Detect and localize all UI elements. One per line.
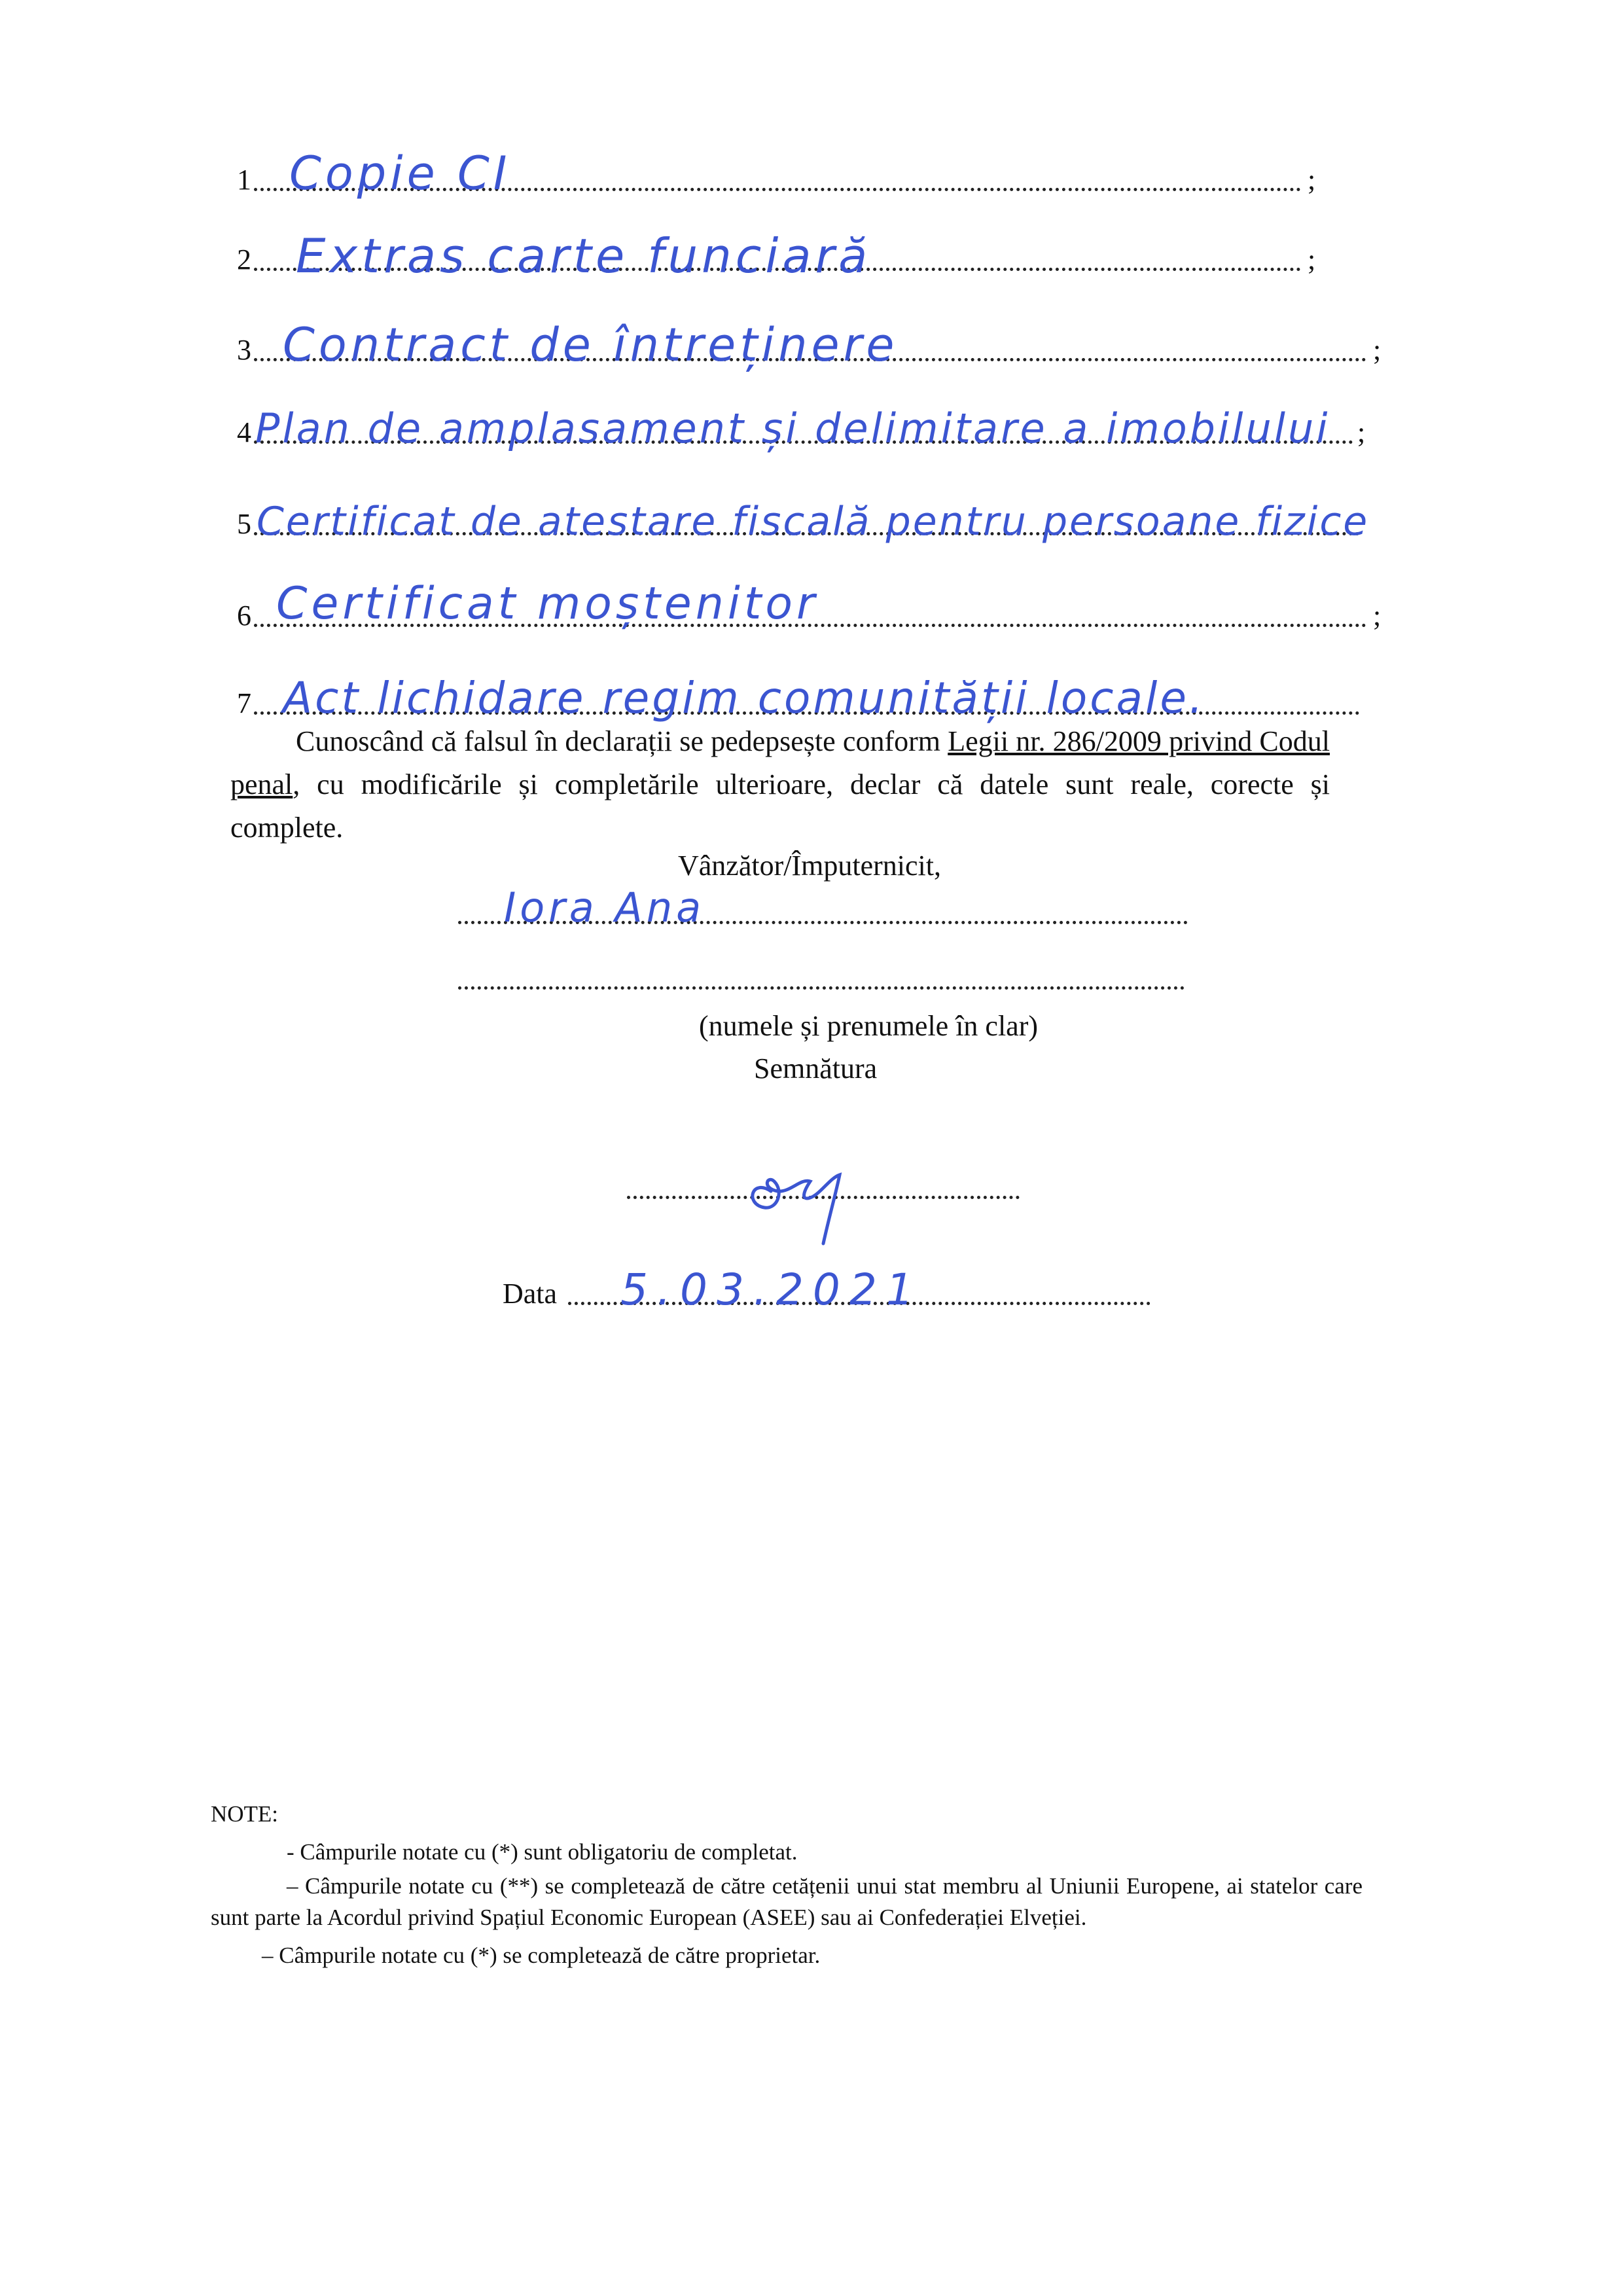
notes-heading: NOTE:	[211, 1801, 279, 1827]
date-label: Data	[503, 1278, 558, 1310]
note-item: – Câmpurile notate cu (*) se completează de către proprietar.	[262, 1943, 821, 1968]
item-number: 5	[237, 508, 251, 540]
handwritten-entry: Act lichidare regim comunității locale.	[283, 673, 1205, 723]
name-field	[458, 884, 1191, 931]
list-item	[237, 578, 1389, 632]
list-item	[237, 673, 1389, 723]
item-number: 3	[237, 334, 251, 366]
signature-scribble	[738, 1152, 856, 1250]
item-terminator: ;	[1373, 334, 1382, 366]
date-field	[503, 1265, 1157, 1315]
list-item	[237, 404, 1389, 452]
note-item: – Câmpurile notate cu (**) se completează de către cetățenii unui stat membru al Uniunii Europene, ai statelor care sunt parte la Acordul privind Spațiul Economic European (ASEE) sau ai Confederației Elveției.	[211, 1873, 1363, 1930]
handwritten-date: 5.03.2021	[620, 1265, 923, 1315]
handwritten-entry: Plan de amplasament și delimitare a imobilului	[255, 404, 1330, 452]
item-number: 7	[237, 687, 251, 719]
list-item	[237, 318, 1389, 372]
list-item	[237, 228, 1323, 283]
fill-line	[458, 986, 1185, 990]
item-terminator: ;	[1357, 416, 1366, 448]
handwritten-entry: Extras carte funciară	[296, 228, 872, 283]
handwritten-entry: Certificat moștenitor	[276, 578, 819, 630]
item-number: 1	[237, 164, 251, 196]
list-item	[237, 499, 1480, 545]
handwritten-entry: Certificat de atestare fiscală pentru persoane fizice	[257, 499, 1370, 545]
declaration-paragraph	[230, 720, 1330, 850]
signature-field	[627, 1172, 1026, 1204]
item-terminator: ;	[1308, 243, 1316, 276]
handwritten-entry: Copie CI	[289, 147, 511, 200]
signature-label: Semnătura	[754, 1052, 878, 1085]
name-field-second-line	[458, 962, 1191, 995]
list-item	[237, 147, 1323, 200]
item-number: 2	[237, 243, 251, 276]
declaration-text-part2: , cu modificările și completările ulterioare, declar că datele sunt reale, corecte și complete.	[230, 768, 1330, 844]
item-number: 4	[237, 416, 251, 448]
notes-section	[211, 1799, 1363, 1971]
law-reference: Legii nr. 286/2009 privind Codul penal	[230, 725, 1330, 800]
declaration-text-part1: Cunoscând că falsul în declarații se pedepsește conform	[296, 725, 948, 757]
handwritten-entry: Contract de întreținere	[283, 318, 899, 372]
note-item: - Câmpurile notate cu (*) sunt obligatoriu de completat.	[287, 1839, 798, 1865]
role-label: Vânzător/Împuternicit,	[678, 850, 941, 882]
item-terminator: ;	[1373, 600, 1382, 632]
item-terminator: ;	[1308, 164, 1316, 196]
handwritten-name: Iora Ana	[504, 884, 705, 931]
item-number: 6	[237, 600, 251, 632]
name-caption: (numele și prenumele în clar)	[699, 1010, 1039, 1042]
